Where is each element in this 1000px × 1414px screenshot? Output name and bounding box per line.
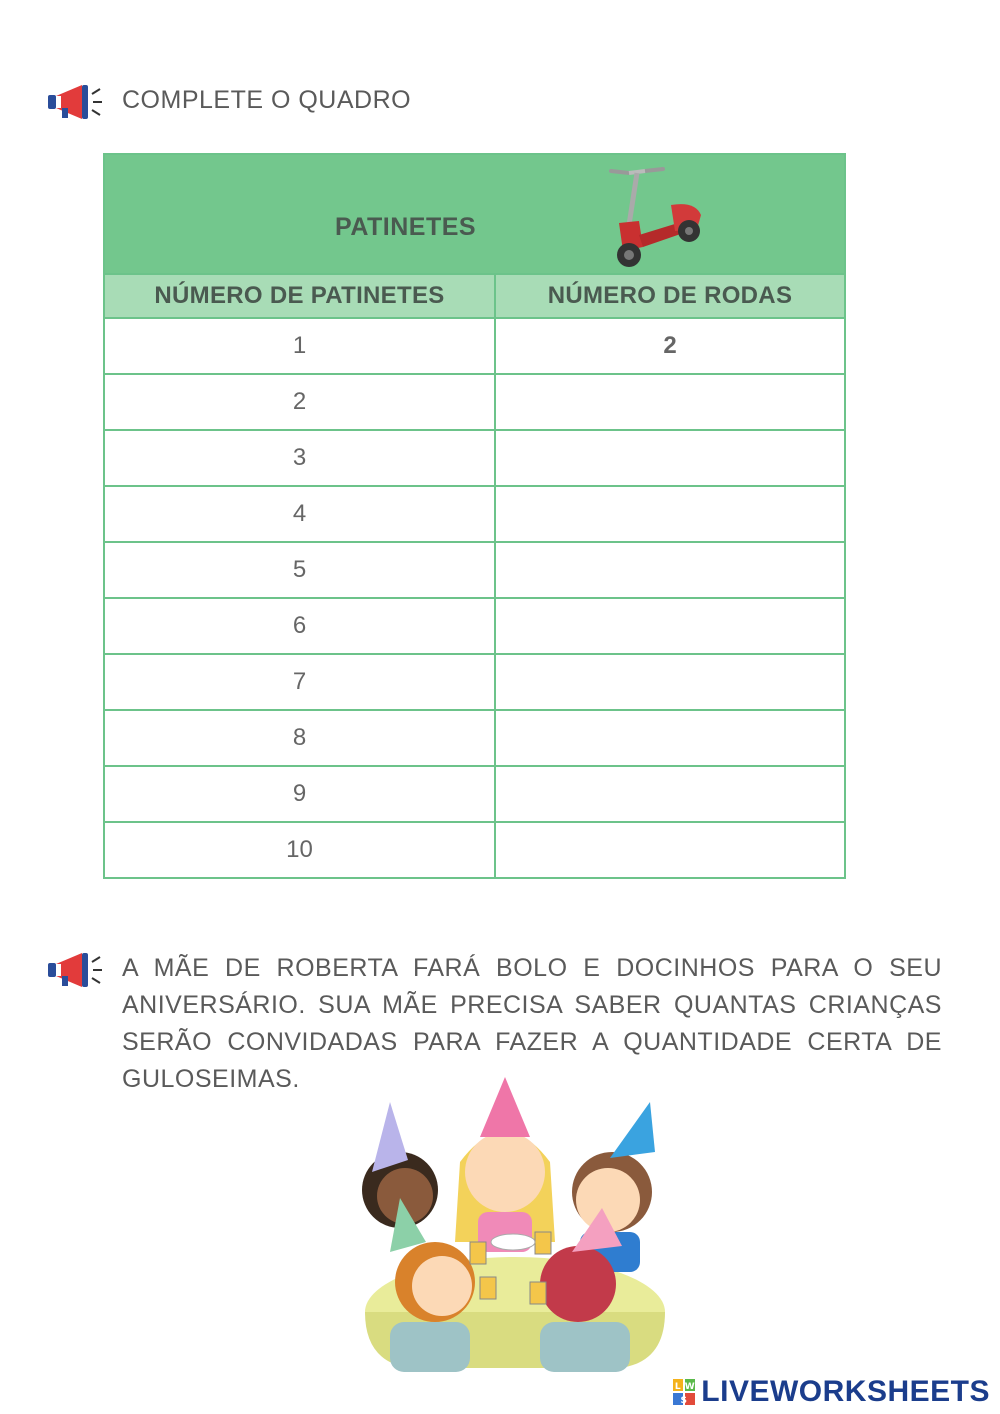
- scooter-count-cell: 7: [104, 654, 495, 710]
- party-children-illustration: [350, 1072, 680, 1372]
- liveworksheets-logo: [673, 1379, 697, 1405]
- table-title: PATINETES: [335, 213, 477, 241]
- scooter-count-cell: 3: [104, 430, 495, 486]
- table-row: [104, 374, 845, 430]
- scooter-count-cell: 4: [104, 486, 495, 542]
- brand-watermark: [673, 1375, 990, 1409]
- instruction-text: COMPLETE O QUADRO: [122, 86, 412, 114]
- table-title-cell: [104, 154, 845, 274]
- table-row: [104, 598, 845, 654]
- wheel-count-cell[interactable]: [495, 710, 845, 766]
- instruction-complete: [46, 82, 411, 122]
- wheel-count-cell[interactable]: [495, 430, 845, 486]
- instruction-text: A MÃE DE ROBERTA FARÁ BOLO E DOCINHOS PARA O SEU ANIVERSÁRIO. SUA MÃE PRECISA SABER QUANTAS CRIANÇAS SERÃO CONVIDADAS PARA FAZER A QUANTIDADE CERTA DE GULOSEIMAS.: [122, 954, 942, 1093]
- megaphone-icon: [46, 950, 110, 990]
- scooter-count-cell: 6: [104, 598, 495, 654]
- svg-text:L: L: [675, 1382, 682, 1392]
- header-scooter-count: NÚMERO DE PATINETES: [104, 274, 495, 318]
- wheel-count-cell[interactable]: [495, 822, 845, 878]
- wheel-count-cell[interactable]: [495, 654, 845, 710]
- table-row: [104, 654, 845, 710]
- wheel-count-cell[interactable]: [495, 374, 845, 430]
- table-row: [104, 710, 845, 766]
- table-row: [104, 822, 845, 878]
- scooter-count-cell: 1: [104, 318, 495, 374]
- svg-text:S: S: [680, 1396, 688, 1405]
- table-row: [104, 542, 845, 598]
- scooter-icon: [605, 165, 705, 269]
- wheel-count-cell[interactable]: [495, 486, 845, 542]
- header-wheel-count: NÚMERO DE RODAS: [495, 274, 845, 318]
- scooter-count-cell: 9: [104, 766, 495, 822]
- svg-text:W: W: [685, 1382, 696, 1392]
- table-row: [104, 430, 845, 486]
- wheel-count-cell[interactable]: 2: [495, 318, 845, 374]
- wheel-count-cell[interactable]: [495, 598, 845, 654]
- table-row: [104, 486, 845, 542]
- scooter-wheels-table: [103, 153, 846, 879]
- scooter-count-cell: 5: [104, 542, 495, 598]
- scooter-count-cell: 8: [104, 710, 495, 766]
- table-row: [104, 318, 845, 374]
- table-row: [104, 766, 845, 822]
- brand-name: LIVEWORKSHEETS: [701, 1375, 990, 1408]
- megaphone-icon: [46, 82, 110, 122]
- wheel-count-cell[interactable]: [495, 766, 845, 822]
- scooter-count-cell: 2: [104, 374, 495, 430]
- wheel-count-cell[interactable]: [495, 542, 845, 598]
- scooter-count-cell: 10: [104, 822, 495, 878]
